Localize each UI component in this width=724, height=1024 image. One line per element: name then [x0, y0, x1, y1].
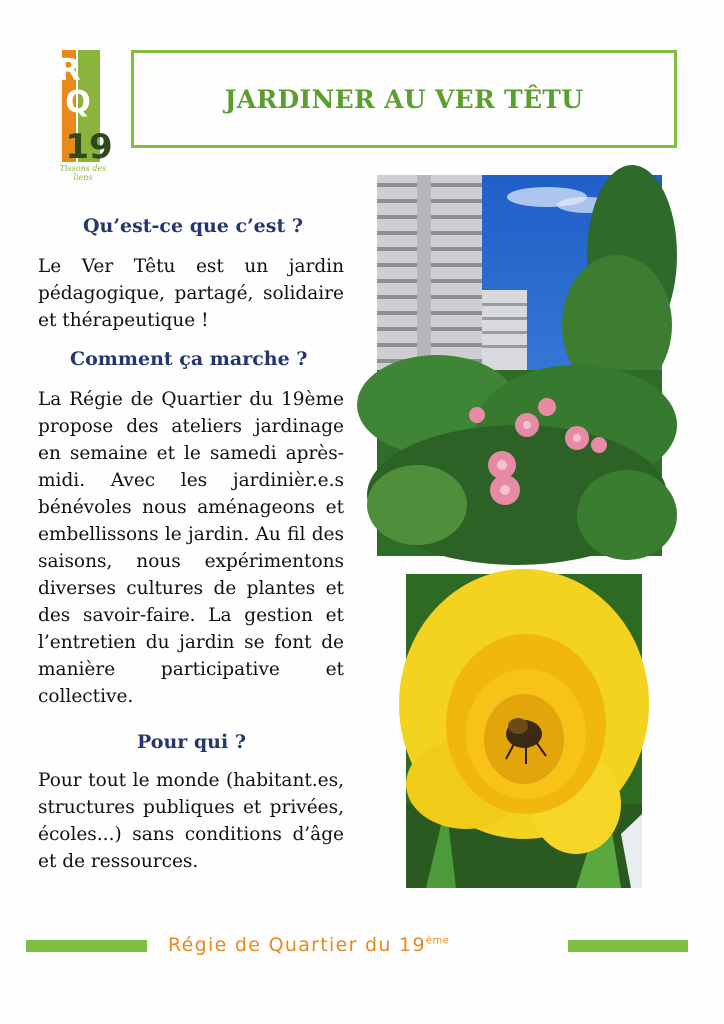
heading-who: Pour qui ? [137, 731, 246, 753]
title-box [131, 50, 677, 148]
paragraph-how: La Régie de Quartier du 19ème propose des ateliers jardinage en semaine et le samedi après-midi. Avec les jardinièr.e.s bénévoles nous aménageons et embellissons le jardin. Au fil des saisons, nous expérimentons diverses cultures de plantes et des savoir-faire. La gestion et l’entretien du jardin se font de manière participative et collective. [38, 389, 344, 707]
paragraph-what: Le Ver Têtu est un jardin pédagogique, partagé, solidaire et thérapeutique ! [38, 256, 344, 331]
garden-building-photo [377, 175, 662, 556]
page-title: JARDINER AU VER TÊTU [224, 84, 584, 114]
footer-bar-left [26, 940, 147, 952]
footer-text: Régie de Quartier du 19 [168, 934, 426, 956]
daffodil-bee-photo [406, 574, 642, 888]
regie-logo [57, 48, 113, 182]
paragraph-who: Pour tout le monde (habitant.es, structures publiques et privées, écoles...) sans conditions d’âge et de ressources. [38, 770, 344, 872]
logo-tagline: Tissons des liens [59, 164, 107, 182]
svg-text:Q: Q [65, 85, 91, 120]
heading-how: Comment ça marche ? [70, 348, 308, 370]
heading-what: Qu’est-ce que c’est ? [83, 215, 303, 237]
svg-text:19: 19 [65, 127, 113, 167]
logo-letters-graphic [57, 50, 113, 167]
logo-mark [57, 50, 113, 167]
svg-text:R: R [57, 53, 81, 88]
footer-bar-right [568, 940, 688, 952]
footer-superscript: ème [425, 935, 450, 947]
footer-label [168, 934, 558, 956]
